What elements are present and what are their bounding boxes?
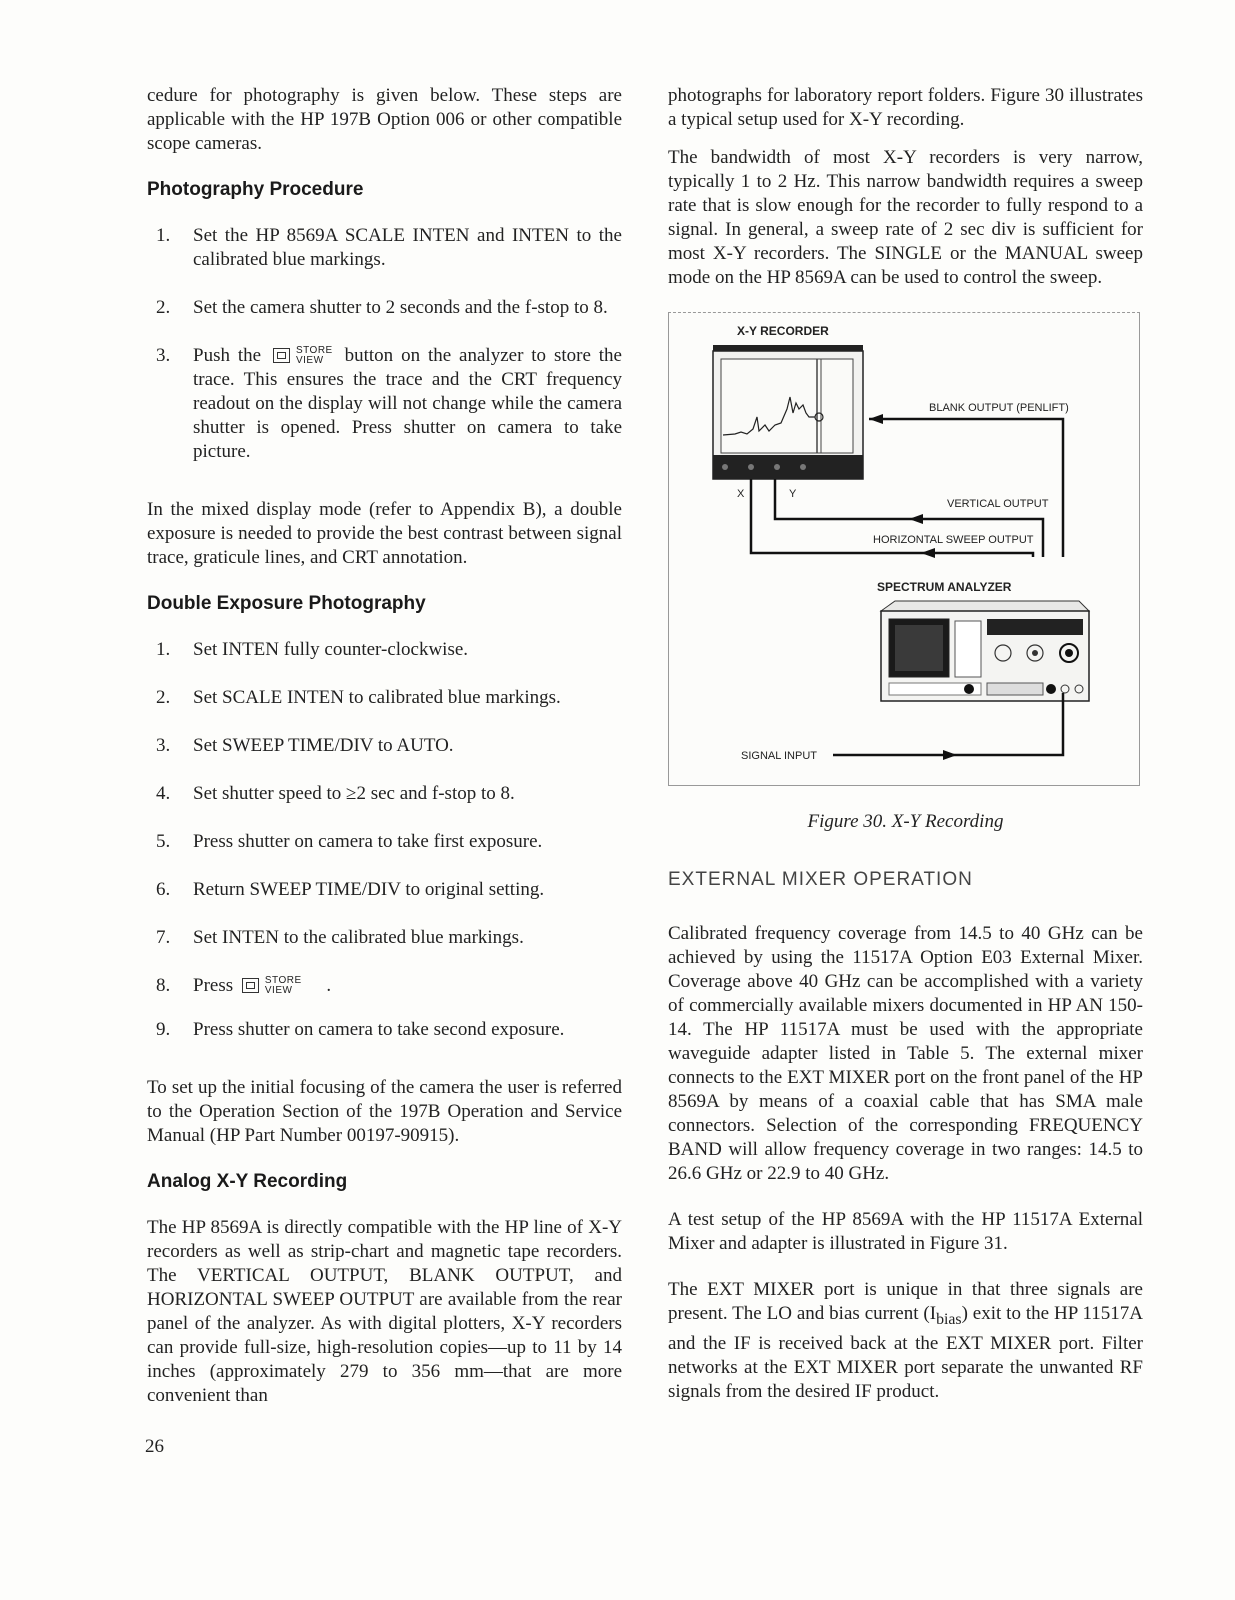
intro-paragraph: cedure for photography is given below. These steps are applicable with the HP 197B Option 006 or other compatible scope cameras. bbox=[147, 85, 622, 154]
double-exposure-heading: Double Exposure Photography bbox=[147, 593, 426, 614]
continuation-paragraph: photographs for laboratory report folders. Figure 30 illustrates a typical setup used for X-Y recording. bbox=[668, 85, 1143, 130]
list-item bbox=[147, 734, 622, 758]
step-text: Press shutter on camera to take first exposure. bbox=[193, 831, 543, 852]
photography-steps-list bbox=[147, 224, 622, 464]
arrow-icon bbox=[869, 414, 883, 424]
arrow-icon bbox=[943, 750, 957, 760]
external-mixer-paragraph-3 bbox=[668, 1278, 1143, 1404]
view-label: VIEW bbox=[295, 354, 324, 366]
step-number: 1. bbox=[156, 639, 171, 660]
analyzer-display-strip bbox=[987, 619, 1083, 635]
left-column bbox=[147, 84, 622, 1408]
step-text: Set SWEEP TIME/DIV to AUTO. bbox=[193, 735, 454, 756]
list-item bbox=[147, 224, 622, 272]
figure-30-diagram bbox=[668, 312, 1140, 786]
arrow-icon bbox=[909, 514, 923, 524]
store-label: STORE bbox=[264, 974, 302, 986]
step-number: 2. bbox=[156, 687, 171, 708]
analog-xy-recording-heading: Analog X-Y Recording bbox=[147, 1171, 348, 1192]
recorder-top-bar bbox=[713, 345, 863, 351]
recorder-knob bbox=[800, 464, 806, 470]
step-text: Press shutter on camera to take second exposure. bbox=[193, 1019, 565, 1040]
recorder-control-strip bbox=[713, 455, 863, 479]
list-item bbox=[147, 296, 622, 320]
list-item bbox=[147, 878, 622, 902]
store-view-icon bbox=[273, 348, 290, 363]
step-number: 8. bbox=[156, 975, 171, 996]
step-text: Set INTEN fully counter-clockwise. bbox=[193, 639, 469, 660]
analyzer-connector bbox=[964, 684, 974, 694]
mixed-display-paragraph: In the mixed display mode (refer to Appendix B), a double exposure is needed to provide the best contrast between signal trace, graticule lines, and CRT annotation. bbox=[147, 499, 622, 568]
store-view-button-glyph bbox=[273, 346, 333, 366]
bias-subscript: bias bbox=[936, 1310, 962, 1328]
step-number: 3. bbox=[156, 735, 171, 756]
analyzer-connector bbox=[1046, 684, 1056, 694]
spectrum-analyzer-label: SPECTRUM ANALYZER bbox=[877, 580, 1012, 594]
recorder-knob bbox=[774, 464, 780, 470]
analyzer-crt-screen bbox=[895, 625, 943, 671]
list-item bbox=[147, 830, 622, 854]
analyzer-key-panel bbox=[955, 621, 981, 677]
step-number: 4. bbox=[156, 783, 171, 804]
store-label: STORE bbox=[295, 344, 333, 356]
xy-recorder-label: X-Y RECORDER bbox=[737, 324, 829, 338]
analyzer-knob-center bbox=[1032, 650, 1038, 656]
step-text: Set INTEN to the calibrated blue markings. bbox=[193, 927, 524, 948]
list-item bbox=[147, 638, 622, 662]
arrow-icon bbox=[921, 548, 935, 558]
analyzer-top bbox=[881, 601, 1089, 611]
recorder-plot-area bbox=[721, 359, 853, 453]
signal-input-label: SIGNAL INPUT bbox=[741, 750, 817, 762]
step-number: 9. bbox=[156, 1019, 171, 1040]
step-number: 6. bbox=[156, 879, 171, 900]
list-item bbox=[147, 926, 622, 950]
recorder-knob bbox=[722, 464, 728, 470]
right-column bbox=[668, 84, 1143, 1404]
vertical-output-label: VERTICAL OUTPUT bbox=[947, 498, 1049, 510]
recorder-knob bbox=[748, 464, 754, 470]
step-text-pre: Press bbox=[193, 975, 234, 996]
analyzer-knob-center bbox=[1065, 649, 1073, 657]
step-number: 3. bbox=[156, 345, 171, 366]
step-text-post: . bbox=[326, 975, 332, 996]
step-text-pre: Push the bbox=[193, 345, 262, 366]
list-item bbox=[147, 974, 622, 998]
step-text-post: button on the analyzer to store the trace. This ensures the trace and the CRT frequency readout on the display will not change while the camera shutter is opened. Press shutter on camera to take picture. bbox=[193, 345, 622, 462]
store-view-icon bbox=[242, 978, 259, 993]
list-item bbox=[147, 782, 622, 806]
xy-recording-diagram bbox=[669, 313, 1141, 787]
store-view-button-glyph bbox=[242, 976, 302, 996]
step-number: 2. bbox=[156, 297, 171, 318]
blank-output-label: BLANK OUTPUT (PENLIFT) bbox=[929, 402, 1069, 414]
list-item bbox=[147, 686, 622, 710]
analyzer-lower-panel bbox=[987, 683, 1043, 695]
x-input-label: X bbox=[737, 488, 745, 500]
step-number: 1. bbox=[156, 225, 171, 246]
double-exposure-steps-list bbox=[147, 638, 622, 1042]
list-item bbox=[147, 1018, 622, 1042]
figure-caption: Figure 30. X-Y Recording bbox=[807, 811, 1004, 832]
step-text: Return SWEEP TIME/DIV to original setting. bbox=[193, 879, 545, 900]
external-mixer-paragraph-1: Calibrated frequency coverage from 14.5 to 40 GHz can be achieved by using the 11517A Option E03 External Mixer. Coverage above 40 GHz can be accomplished with a variety of commercially available mixers documented in HP AN 150-14. The HP 11517A must be used with the appropriate waveguide adapter listed in Table 5. The external mixer connects to the EXT MIXER port on the front panel of the HP 8569A by means of a coaxial cable that has SMA male connectors. Selection of the corresponding FREQUENCY BAND will allow frequency coverage in two ranges: 14.5 to 26.6 GHz or 22.9 to 40 GHz. bbox=[668, 923, 1143, 1184]
para-3-part-a: The EXT MIXER port is unique in that three signals are present. The LO and bias current (I bbox=[668, 1279, 1143, 1324]
step-text: Set SCALE INTEN to calibrated blue markings. bbox=[193, 687, 561, 708]
horizontal-sweep-output-label: HORIZONTAL SWEEP OUTPUT bbox=[873, 534, 1034, 546]
step-number: 5. bbox=[156, 831, 171, 852]
xy-recording-paragraph: The HP 8569A is directly compatible with the HP line of X-Y recorders as well as strip-chart and magnetic tape recorders. The VERTICAL OUTPUT, BLANK OUTPUT, and HORIZONTAL SWEEP OUTPUT are available from the rear panel of the analyzer. As with digital plotters, X-Y recorders can provide full-size, high-resolution copies—up to 11 by 14 inches (approximately 279 to 356 mm—that are more convenient than bbox=[147, 1217, 622, 1406]
y-input-label: Y bbox=[789, 488, 797, 500]
bandwidth-paragraph: The bandwidth of most X-Y recorders is very narrow, typically 1 to 2 Hz. This narrow bandwidth requires a sweep rate that is slow enough for the recorder to fully respond to a signal. In general, a sweep rate of 2 sec div is sufficient for most X-Y recorders. The SINGLE or the MANUAL sweep mode on the HP 8569A can be used to control the sweep. bbox=[668, 147, 1143, 288]
step-text bbox=[193, 974, 622, 998]
external-mixer-paragraph-2: A test setup of the HP 8569A with the HP 11517A External Mixer and adapter is illustrated in Figure 31. bbox=[668, 1209, 1143, 1254]
step-text: Set the camera shutter to 2 seconds and the f-stop to 8. bbox=[193, 297, 608, 318]
list-item bbox=[147, 344, 622, 464]
step-text bbox=[193, 344, 622, 464]
focusing-paragraph: To set up the initial focusing of the camera the user is referred to the Operation Section of the 197B Operation and Service Manual (HP Part Number 00197-90915). bbox=[147, 1077, 622, 1146]
para-3-part-b: ) exit to the HP 11517A and the IF is received back at the EXT MIXER port. Filter networks at the EXT MIXER port separate the unwanted RF signals from the desired IF product. bbox=[668, 1303, 1143, 1402]
step-number: 7. bbox=[156, 927, 171, 948]
page-number: 26 bbox=[145, 1436, 164, 1457]
step-text: Set shutter speed to ≥2 sec and f-stop to 8. bbox=[193, 783, 515, 804]
step-text: Set the HP 8569A SCALE INTEN and INTEN to the calibrated blue markings. bbox=[193, 225, 622, 270]
external-mixer-heading: EXTERNAL MIXER OPERATION bbox=[668, 869, 973, 890]
photography-procedure-heading: Photography Procedure bbox=[147, 179, 364, 200]
signal-input-cable bbox=[833, 693, 1063, 755]
view-label: VIEW bbox=[264, 984, 293, 996]
